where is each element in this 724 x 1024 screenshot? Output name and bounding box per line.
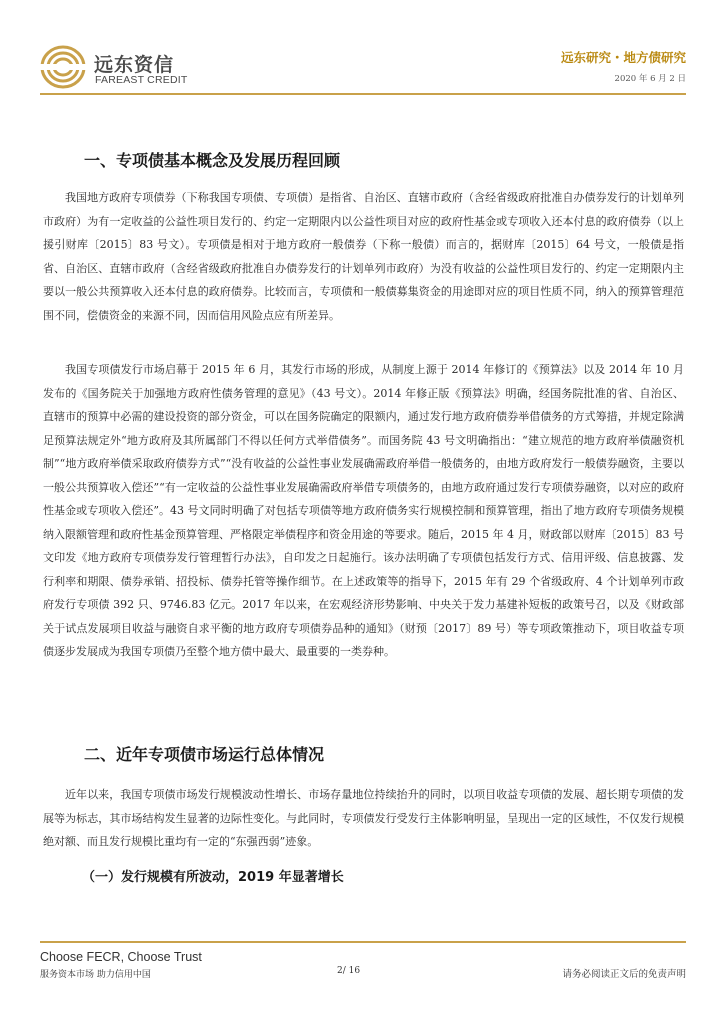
page-header: [0, 0, 724, 100]
footer-brand: Choose FECR, Choose Trust: [40, 950, 202, 964]
section-2-paragraph-1: 近年以来，我国专项债市场发行规模波动性增长、市场存量地位持续抬升的同时，以项目收益专项债的发展、超长期专项债的发展等为标志，其市场结构发生显著的边际性变化。与此同时，专项债发行受发行主体影响明显，呈现出一定的区域性，不仅发行规模绝对额、而且发行规模比重均有一定的“东强西弱”迹象。: [43, 788, 684, 848]
section-1-title: 一、专项债基本概念及发展历程回顾: [84, 151, 341, 170]
footer-disclaimer: 请务必阅读正文后的免责声明: [562, 969, 686, 980]
footer-slogan: 服务资本市场 助力信用中国: [40, 970, 151, 980]
section-1-paragraph-2: 我国专项债发行市场启幕于 2015 年 6 月，其发行市场的形成，从制度上源于 2014 年修订的《预算法》以及 2014 年 10 月发布的《国务院关于加强地方政府性债务管理的意见》（43 号文）。2014 年修正版《预算法》明确，经国务院批准的省、自治区、直辖市的预算中必需的建设投资的部分资金，可以在国务院确定的限额内，通过发行地方政府债券举借债务的方式筹措，并规定除满足预算法规定外“地方政府及其所属部门不得以任何方式举借债务”。而国务院 43 号文明确指出：“建立规范的地方政府举债融资机制”“地方政府举债采取政府债券方式”“没有收益的公益性事业发展确需政府举借一般债务的，由地方政府发行一般债券融资，主要以一般公共预算收入偿还”“有一定收益的公益性事业发展确需政府举借专项债务的，由地方政府通过发行专项债券融资，以对应的政府性基金或专项收入偿还”。43 号文同时明确了对包括专项债等地方政府债务实行规模控制和预算管理，指出了地方政府专项债务规模纳入限额管理和政府性基金预算管理、严格限定举债程序和资金用途的等要求。随后，2015 年 4 月，财政部以财库〔2015〕83 号文印发《地方政府专项债券发行管理暂行办法》，自印发之日起施行。该办法明确了专项债包括发行方式、信用评级、信息披露、发行利率和期限、债券承销、招投标、债券托管等操作细节。在上述政策等的指导下，2015 年有 29 个省级政府、4 个计划单列市政府发行专项债 392 只、9746.83 亿元。2017 年以来，在宏观经济形势影响、中央关于发力基建补短板的政策号召，以及《财政部关于试点发展项目收益与融资自求平衡的地方政府专项债券品种的通知》（财预〔2017〕89 号）等专项政策推动下，项目收益专项债逐步发展成为我国专项债乃至整个地方债中最大、最重要的一类券种。: [43, 363, 684, 658]
logo-english-name: FAREAST CREDIT: [95, 74, 188, 86]
header-divider: [40, 93, 686, 95]
section-1-paragraph-1: 我国地方政府专项债券（下称我国专项债、专项债）是指省、自治区、直辖市政府（含经省级政府批准自办债券发行的计划单列市政府）为有一定收益的公益性项目发行的、约定一定期限内以公益性项目对应的政府性基金或专项收入还本付息的政府债券（以上援引财库〔2015〕83 号文）。专项债是相对于地方政府一般债券（下称一般债）而言的，据财库〔2015〕64 号文，一般债是指省、自治区、直辖市政府（含经省级政府批准自办债券发行的计划单列市政府）为没有收益的公益性项目发行的、约定一定期限内主要以一般公共预算收入还本付息的政府债券。比较而言，专项债和一般债募集资金的用途即对应的项目性质不同，纳入的预算管理范围不同，偿债资金的来源不同，因而信用风险点应有所差异。: [43, 191, 684, 322]
footer-divider: [40, 941, 686, 943]
logo-chinese-name: 远东资信: [94, 54, 175, 76]
report-date: 2020 年 6 月 2 日: [614, 74, 686, 84]
report-series: 远东研究・地方债研究: [560, 50, 686, 65]
section-2-title: 二、近年专项债市场运行总体情况: [84, 745, 325, 764]
fareast-credit-logo-icon: [40, 44, 86, 90]
section-2-subtitle-1: （一）发行规模有所波动，2019 年显著增长: [82, 870, 344, 885]
page-number: 2/ 16: [337, 966, 361, 976]
